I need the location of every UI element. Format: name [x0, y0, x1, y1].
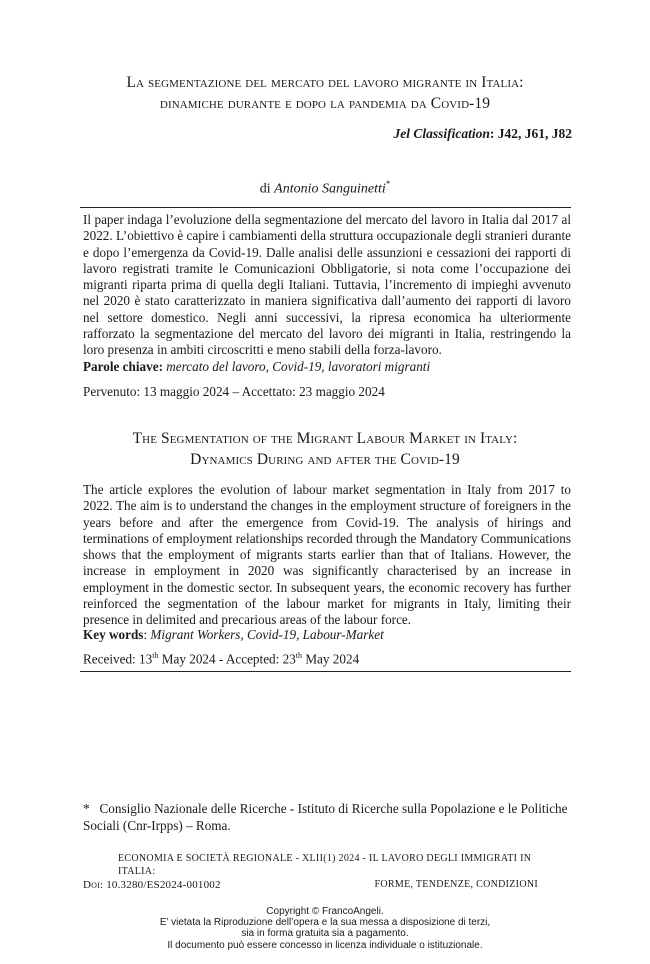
english-keywords-colon: :	[143, 627, 151, 642]
affiliation-footnote	[83, 800, 573, 834]
divider-bottom	[80, 671, 571, 672]
jel-label: Jel Classification	[393, 126, 490, 141]
copyright-line-4: Il documento può essere concesso in licenza individuale o istituzionale.	[167, 939, 483, 951]
english-title-line-2: Dynamics During and after the Covid-19	[190, 451, 460, 468]
divider-top	[80, 207, 571, 208]
italian-title-line-2: dinamiche durante e dopo la pandemia da Covid-19	[159, 95, 491, 112]
italian-abstract: Il paper indaga l’evoluzione della segmentazione del mercato del lavoro in Italia dal 2017 al 2022. L’obiettivo è capire i cambiamenti della struttura occupazionale degli stranieri durante e dopo l’emergenza da Covid-19. Dalle analisi delle assunzioni e cessazioni dei rapporti di lavoro registrati tramite le Comunicazioni Obbligatorie, si nota come l’occupazione dei migranti riparta prima di quella degli Italiani. Tuttavia, l’incremento di impieghi avvenuto nel 2020 è stato caratterizzato in maniera significativa dall’aumento dei rapporti di lavoro nel settore domestico. Negli anni successivi, la ripresa economica ha ulteriormente rafforzato la segmentazione del mercato del lavoro dei migranti in Italia, restringendo la loro presenza in ambiti circoscritti e meno stabili della forza-lavoro.	[83, 212, 572, 358]
italian-keywords-text: mercato del lavoro, Covid-19, lavoratori migranti	[166, 359, 431, 374]
accepted-date-end: May 2024	[302, 651, 360, 667]
author-prefix: di	[259, 181, 275, 197]
italian-dates: Pervenuto: 13 maggio 2024 – Accettato: 23 maggio 2024	[83, 384, 385, 399]
accepted-date-suffix: th	[295, 651, 303, 660]
english-keywords-label: Key words	[83, 627, 144, 642]
copyright-notice	[0, 906, 650, 951]
footnote-mark: *	[83, 801, 90, 816]
copyright-line-3: sia in forma gratuita sia a pagamento.	[241, 928, 409, 940]
accepted-date-start: May 2024 - Accepted: 23	[158, 651, 296, 667]
copyright-line-1: Copyright © FrancoAngeli.	[266, 906, 384, 917]
footnote-text: Consiglio Nazionale delle Ricerche - Istituto di Ricerche sulla Popolazione e le Politiche Sociali (Cnr-Irpps) – Roma.	[83, 801, 568, 833]
english-title-line-1: The Segmentation of the Migrant Labour Market in Italy:	[132, 430, 518, 447]
english-abstract: The article explores the evolution of labour market segmentation in Italy from 2017 to 2022. The aim is to understand the changes in the employment structure of foreigners in the years before and after the emergence from Covid-19. The analysis of hirings and terminations of employment relationships recorded through the Mandatory Communications shows that the employment of migrants starts earlier than that of Italians. However, the increase in employment in 2020 was significantly characterised by an increase in employment in the domestic sector. In subsequent years, the economic recovery has further reinforced the segmentation of the labour market for migrants in Italy, limiting their presence in delimited and precarious areas of the labour force.	[83, 482, 571, 628]
author-name: Antonio Sanguinetti	[274, 181, 386, 197]
journal-footer-line-2: FORME, TENDENZE, CONDIZIONI	[374, 879, 538, 890]
doi: Doi: 10.3280/ES2024-001002	[83, 879, 221, 891]
english-keywords-text: Migrant Workers, Covid-19, Labour-Market	[150, 627, 384, 642]
journal-footer-line-1: ECONOMIA E SOCIETÀ REGIONALE - XLII(1) 2024 - IL LAVORO DEGLI IMMIGRATI IN ITALIA:	[118, 853, 532, 877]
received-date-start: Received: 13	[83, 651, 153, 667]
author-footnote-mark: *	[385, 179, 391, 189]
jel-classification	[393, 126, 572, 142]
italian-title	[60, 72, 590, 114]
english-title	[60, 428, 590, 470]
received-date-suffix: th	[152, 651, 159, 660]
english-dates	[83, 651, 571, 667]
italian-title-line-1: La segmentazione del mercato del lavoro migrante in Italia:	[126, 74, 524, 91]
italian-keywords-label: Parole chiave:	[83, 359, 163, 374]
copyright-line-2: E’ vietata la Riproduzione dell’opera e la sua messa a disposizione di terzi,	[159, 917, 491, 929]
italian-keywords	[83, 359, 571, 375]
english-keywords	[83, 627, 571, 643]
jel-codes: : J42, J61, J82	[489, 126, 572, 141]
author-line	[0, 179, 650, 198]
